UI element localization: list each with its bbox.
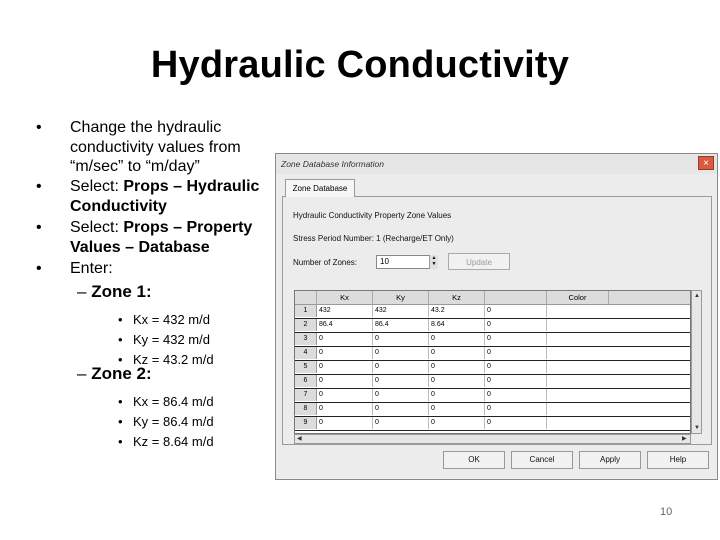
grid-cell[interactable]: 0 — [485, 319, 547, 331]
grid-cell[interactable]: 0 — [373, 333, 429, 345]
close-button[interactable]: × — [698, 156, 714, 170]
grid-cell[interactable]: 0 — [485, 417, 547, 429]
grid-cell[interactable]: 0 — [373, 389, 429, 401]
grid-cell[interactable]: 0 — [429, 389, 485, 401]
bullet-prefix: Select: — [70, 219, 124, 236]
num-zones-spinner[interactable]: ▲ ▼ — [429, 255, 438, 269]
row-header[interactable]: 2 — [295, 319, 317, 331]
bullet-text — [70, 218, 298, 257]
zone2-heading: – Zone 2: — [77, 364, 152, 383]
row-header[interactable]: 1 — [295, 305, 317, 317]
page-number: 10 — [660, 506, 673, 518]
zone1-heading: – Zone 1: — [77, 282, 152, 301]
num-zones-input[interactable]: 10 — [376, 255, 436, 269]
grid-cell[interactable]: 0 — [429, 361, 485, 373]
bullet-bold: Props – Property Values – Database — [70, 219, 253, 256]
bullet-text: Enter: — [70, 260, 113, 277]
bullet-dot: • — [36, 178, 42, 195]
tab-zone-database[interactable]: Zone Database — [285, 179, 355, 197]
grid-cell[interactable]: 432 — [373, 305, 429, 317]
scroll-down-icon[interactable]: ▼ — [694, 425, 700, 431]
apply-button[interactable]: Apply — [579, 451, 641, 469]
property-label: Hydraulic Conductivity Property Zone Values — [293, 211, 452, 220]
zone-grid[interactable] — [294, 290, 691, 434]
row-header[interactable]: 3 — [295, 333, 317, 345]
grid-cell[interactable]: 0 — [429, 333, 485, 345]
row-header[interactable]: 5 — [295, 361, 317, 373]
grid-cell[interactable]: 0 — [317, 361, 373, 373]
bullet-bold: Props – Hydraulic Conductivity — [70, 178, 260, 215]
horizontal-scrollbar[interactable] — [294, 434, 691, 444]
vertical-scrollbar[interactable] — [691, 290, 702, 434]
column-header-kx[interactable]: Kx — [317, 291, 373, 305]
grid-cell[interactable]: 0 — [317, 417, 373, 429]
window-titlebar[interactable] — [276, 154, 717, 174]
grid-cell[interactable]: 0 — [373, 361, 429, 373]
grid-cell[interactable]: 0 — [429, 347, 485, 359]
grid-cell[interactable]: 0 — [373, 375, 429, 387]
grid-cell[interactable]: 0 — [373, 417, 429, 429]
grid-cell[interactable]: 0 — [429, 403, 485, 415]
grid-cell[interactable]: 0 — [485, 305, 547, 317]
num-zones-label: Number of Zones: — [293, 258, 358, 267]
bullet-dot: • — [36, 260, 42, 277]
scroll-right-icon[interactable]: ▶ — [682, 436, 687, 442]
update-button[interactable]: Update — [448, 253, 510, 270]
column-header-filler — [609, 291, 691, 305]
grid-cell[interactable]: 0 — [485, 375, 547, 387]
scroll-up-icon[interactable]: ▲ — [694, 293, 700, 299]
row-header[interactable]: 7 — [295, 389, 317, 401]
grid-cell[interactable]: 432 — [317, 305, 373, 317]
grid-cell[interactable]: 86.4 — [373, 319, 429, 331]
grid-cell[interactable]: 0 — [317, 403, 373, 415]
bullet-prefix: Select: — [70, 178, 124, 195]
grid-cell[interactable]: 0 — [373, 347, 429, 359]
grid-cell[interactable]: 0 — [485, 347, 547, 359]
row-divider — [295, 430, 691, 431]
zone-database-window — [275, 153, 718, 480]
grid-cell[interactable]: 0 — [317, 375, 373, 387]
grid-cell[interactable]: 0 — [317, 389, 373, 401]
grid-corner — [295, 291, 317, 305]
bullet-dot: • — [36, 119, 42, 136]
bullet-text — [70, 177, 298, 216]
grid-cell[interactable]: 0 — [485, 361, 547, 373]
window-title: Zone Database Information — [281, 159, 385, 169]
stress-period-label: Stress Period Number: 1 (Recharge/ET Only) — [293, 234, 454, 243]
column-header-kz[interactable]: Kz — [429, 291, 485, 305]
grid-cell[interactable]: 86.4 — [317, 319, 373, 331]
grid-cell[interactable]: 0 — [429, 417, 485, 429]
grid-cell[interactable]: 0 — [373, 403, 429, 415]
grid-cell[interactable]: 0 — [485, 403, 547, 415]
tab-panel — [282, 196, 712, 445]
grid-cell[interactable]: 0 — [429, 375, 485, 387]
scroll-left-icon[interactable]: ◀ — [297, 436, 302, 442]
bullet-text: Change the hydraulic conductivity values from “m/sec” to “m/day” — [70, 119, 241, 175]
grid-cell[interactable]: 0 — [317, 347, 373, 359]
help-button[interactable]: Help — [647, 451, 709, 469]
grid-cell[interactable]: 8.64 — [429, 319, 485, 331]
row-header[interactable]: 6 — [295, 375, 317, 387]
slide-title: Hydraulic Conductivity — [150, 44, 570, 86]
cancel-button[interactable]: Cancel — [511, 451, 573, 469]
row-header[interactable]: 4 — [295, 347, 317, 359]
grid-cell[interactable]: 0 — [485, 389, 547, 401]
grid-cell[interactable]: 0 — [317, 333, 373, 345]
column-header-blank — [485, 291, 547, 305]
column-header-ky[interactable]: Ky — [373, 291, 429, 305]
ok-button[interactable]: OK — [443, 451, 505, 469]
bullet-dot: • — [36, 219, 42, 236]
grid-cell[interactable]: 43.2 — [429, 305, 485, 317]
row-header[interactable]: 8 — [295, 403, 317, 415]
column-header-color[interactable]: Color — [547, 291, 609, 305]
row-header[interactable]: 9 — [295, 417, 317, 429]
grid-cell[interactable]: 0 — [485, 333, 547, 345]
